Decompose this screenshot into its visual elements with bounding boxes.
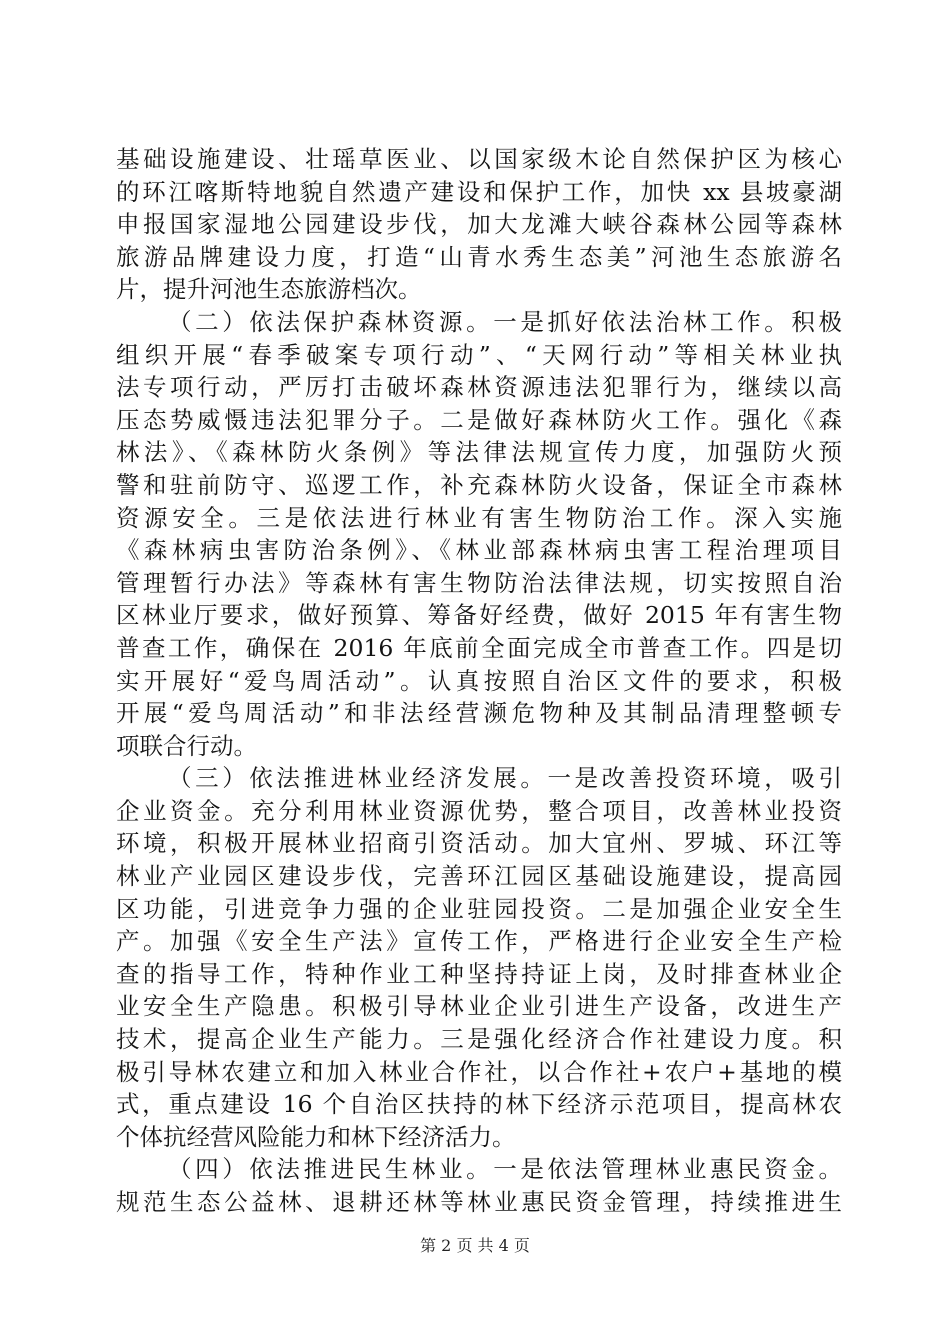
text-line: 企业资金。充分利用林业资源优势，整合项目，改善林业投资 <box>116 796 842 825</box>
text-line: 林法》、《森林防火条例》等法律法规宣传力度，加强防火预 <box>116 438 842 467</box>
text-line: 个体抗经营风险能力和林下经济活力。 <box>116 1122 516 1151</box>
page-footer: 第 2 页 共 4 页 <box>420 1236 530 1255</box>
paragraph-first-line: （三）依法推进林业经济发展。一是改善投资环境，吸引 <box>168 764 842 793</box>
text-line: 规范生态公益林、退耕还林等林业惠民资金管理，持续推进生 <box>116 1188 842 1216</box>
text-line: 业安全生产隐患。积极引导林业企业引进生产设备，改进生产 <box>116 992 842 1021</box>
text-line: 区林业厅要求，做好预算、筹备好经费，做好 2015 年有害生物 <box>116 601 842 630</box>
text-line: 环境，积极开展林业招商引资活动。加大宜州、罗城、环江等 <box>116 829 842 858</box>
text-line: 极引导林农建立和加入林业合作社，以合作社+农户+基地的模 <box>116 1057 842 1086</box>
text-line: 式，重点建设 16 个自治区扶持的林下经济示范项目，提高林农 <box>116 1090 842 1119</box>
body-text <box>116 143 842 1219</box>
text-line: 组织开展“春季破案专项行动”、“天网行动”等相关林业执 <box>116 340 842 369</box>
text-line: 项联合行动。 <box>116 731 257 760</box>
text-line: 片，提升河池生态旅游档次。 <box>116 275 422 304</box>
text-line: 《森林病虫害防治条例》、《林业部森林病虫害工程治理项目 <box>116 536 842 565</box>
text-line: 旅游品牌建设力度，打造“山青水秀生态美”河池生态旅游名 <box>116 242 842 271</box>
paragraph-first-line: （二）依法保护森林资源。一是抓好依法治林工作。积极 <box>168 307 842 336</box>
paragraph-first-line: （四）依法推进民生林业。一是依法管理林业惠民资金。 <box>168 1155 842 1184</box>
text-line: 基础设施建设、壮瑶草医业、以国家级木论自然保护区为核心 <box>116 145 842 173</box>
text-line: 查的指导工作，特种作业工种坚持持证上岗，及时排查林业企 <box>116 959 842 988</box>
text-line: 的环江喀斯特地貌自然遗产建设和保护工作，加快 xx 县坡豪湖 <box>116 177 842 206</box>
text-line: 开展“爱鸟周活动”和非法经营濒危物种及其制品清理整顿专 <box>116 699 842 728</box>
text-line: 技术，提高企业生产能力。三是强化经济合作社建设力度。积 <box>116 1025 842 1054</box>
text-line: 管理暂行办法》等森林有害生物防治法律法规，切实按照自治 <box>116 568 842 597</box>
text-line: 资源安全。三是依法进行林业有害生物防治工作。深入实施 <box>116 503 842 532</box>
text-line: 区功能，引进竞争力强的企业驻园投资。二是加强企业安全生 <box>116 894 842 923</box>
text-line: 林业产业园区建设步伐，完善环江园区基础设施建设，提高园 <box>116 862 842 891</box>
text-line: 产。加强《安全生产法》宣传工作，严格进行企业安全生产检 <box>116 927 842 956</box>
text-line: 申报国家湿地公园建设步伐，加大龙滩大峡谷森林公园等森林 <box>116 210 842 239</box>
text-line: 警和驻前防守、巡逻工作，补充森林防火设备，保证全市森林 <box>116 470 842 499</box>
text-line: 法专项行动，严厉打击破坏森林资源违法犯罪行为，继续以高 <box>116 373 842 402</box>
text-line: 压态势威慑违法犯罪分子。二是做好森林防火工作。强化《森 <box>116 405 842 434</box>
text-line: 普查工作，确保在 2016 年底前全面完成全市普查工作。四是切 <box>116 633 842 662</box>
text-line: 实开展好“爱鸟周活动”。认真按照自治区文件的要求，积极 <box>116 666 842 695</box>
